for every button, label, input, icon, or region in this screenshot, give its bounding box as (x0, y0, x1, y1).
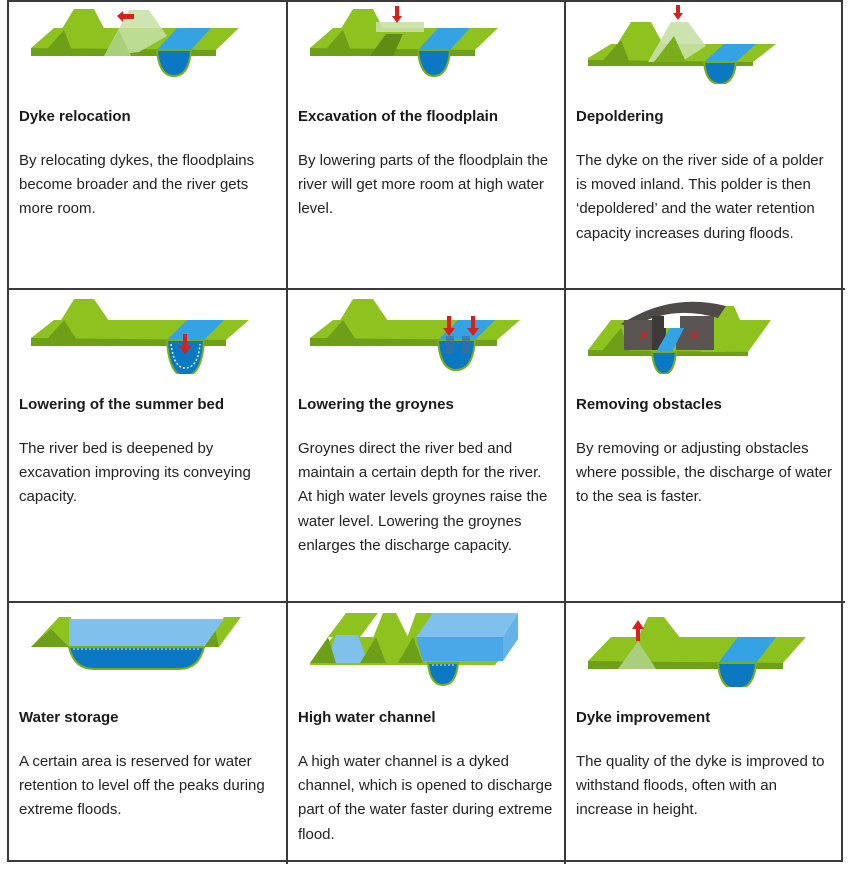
svg-text:✕: ✕ (638, 328, 650, 344)
summer-bed-lowering-illustration (19, 294, 259, 374)
high-water-channel-illustration (298, 607, 538, 687)
measure-cell-obstacle-removal (566, 290, 845, 603)
dyke-improvement-illustration (576, 607, 816, 687)
measure-description: The quality of the dyke is improved to withstand floods, often with an increase in height. (576, 753, 825, 819)
measure-cell-floodplain-excavation (288, 2, 566, 290)
measure-cell-dyke-improvement (566, 603, 845, 864)
svg-text:✕: ✕ (688, 328, 700, 344)
measure-cell-depoldering (566, 2, 845, 290)
measure-title: Lowering the groynes (298, 396, 454, 413)
measure-description: A high water channel is a dyked channel, which is opened to discharge part of the water faster during extreme flood. (298, 753, 553, 843)
measure-title: Removing obstacles (576, 396, 722, 413)
measure-description: By lowering parts of the floodplain the river will get more room at high water level. (298, 152, 549, 218)
groyne-lowering-illustration (298, 294, 538, 374)
measures-table (7, 0, 843, 862)
dyke-relocation-illustration (19, 4, 259, 84)
measure-title: Dyke improvement (576, 709, 711, 726)
measure-cell-high-water-channel (288, 603, 566, 864)
measure-title: Depoldering (576, 108, 664, 125)
measure-cell-water-storage (9, 603, 288, 864)
measure-cell-groyne-lowering (288, 290, 566, 603)
measure-description: By removing or adjusting obstacles where possible, the discharge of water to the sea is faster. (576, 440, 832, 506)
measure-description: Groynes direct the river bed and maintain a certain depth for the river. At high water levels groynes raise the water level. Lowering the groynes enlarges the discharge capacity. (298, 440, 548, 554)
measure-cell-summer-bed-lowering (9, 290, 288, 603)
measure-description: By relocating dykes, the floodplains become broader and the river gets more room. (19, 152, 255, 218)
measure-description: The river bed is deepened by excavation improving its conveying capacity. (19, 440, 251, 506)
measure-cell-dyke-relocation (9, 2, 288, 290)
depoldering-illustration (576, 4, 816, 84)
floodplain-excavation-illustration (298, 4, 538, 84)
water-storage-illustration (19, 607, 259, 687)
measure-title: Water storage (19, 709, 119, 726)
obstacle-removal-illustration (576, 294, 816, 374)
measure-title: Excavation of the floodplain (298, 108, 499, 125)
measure-title: Lowering of the summer bed (19, 396, 225, 413)
measure-description: A certain area is reserved for water retention to level off the peaks during extreme floods. (19, 753, 265, 819)
measure-title: Dyke relocation (19, 108, 131, 125)
measure-description: The dyke on the river side of a polder is moved inland. This polder is then ‘depoldered’ and the water retention capacity increases during floods. (576, 152, 824, 242)
measure-title: High water channel (298, 709, 436, 726)
